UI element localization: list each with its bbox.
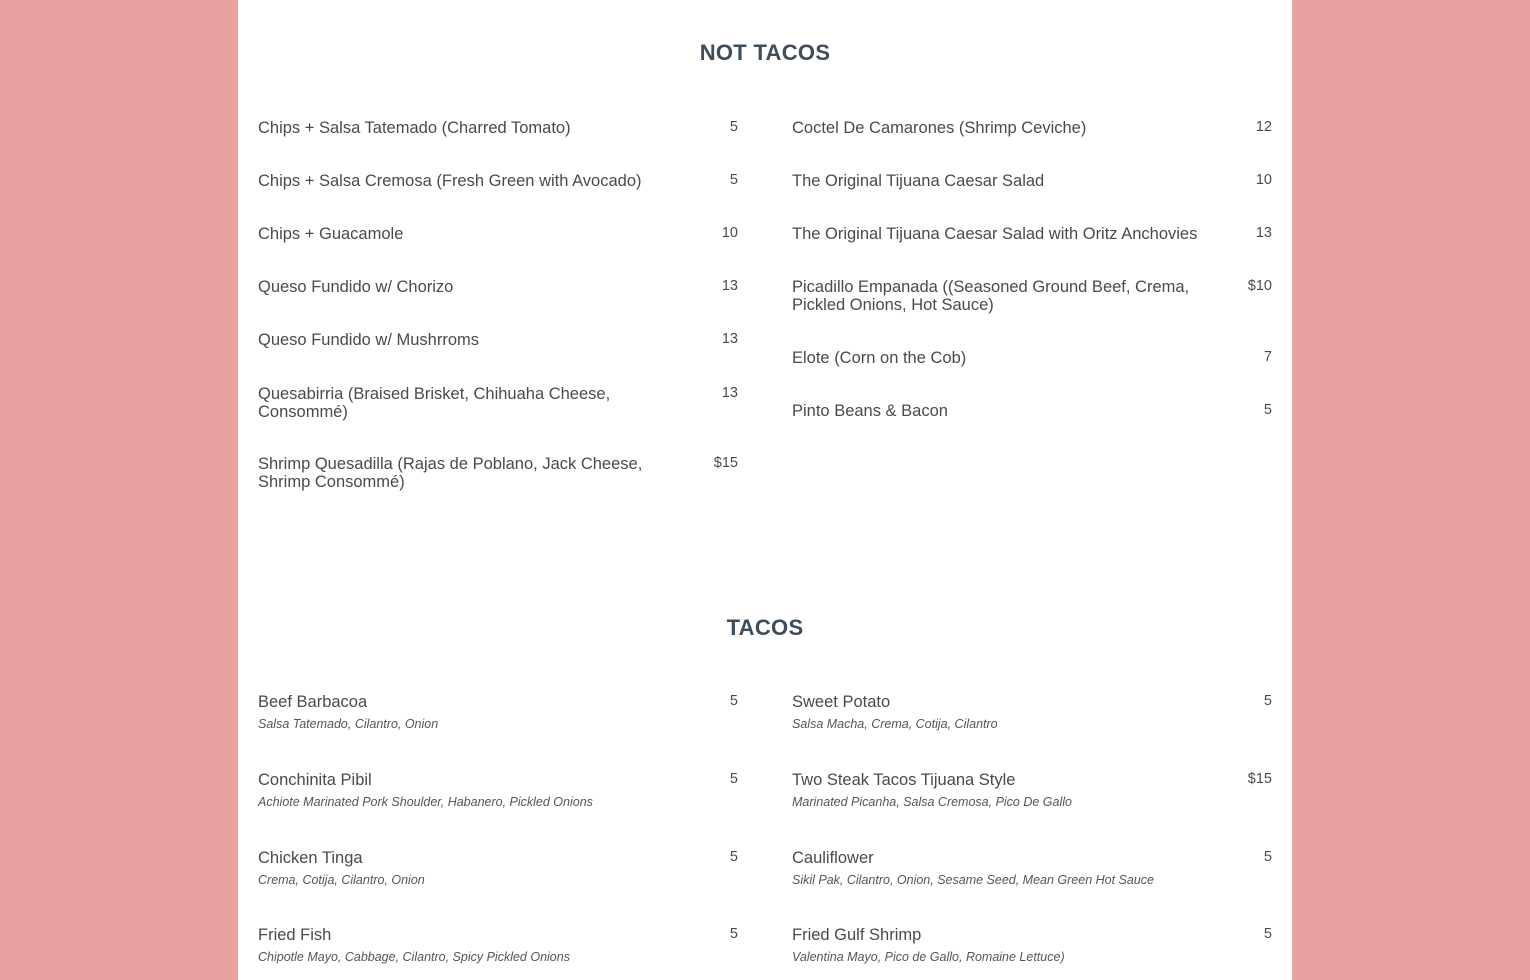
item-price: 5: [1263, 849, 1272, 865]
item-description: Crema, Cotija, Cilantro, Onion: [258, 873, 425, 887]
item-name: Fried Fish: [258, 926, 332, 944]
item-name: Pinto Beans & Bacon: [792, 402, 948, 420]
item-name: Chicken Tinga: [258, 849, 363, 867]
item-name: Fried Gulf Shrimp: [792, 926, 922, 944]
item-price: $15: [1247, 771, 1272, 787]
item-name: Cauliflower: [792, 849, 874, 867]
item-name: Chips + Salsa Cremosa (Fresh Green with Avocado): [258, 172, 642, 190]
item-price: 10: [721, 225, 738, 241]
item-name: Quesabirria (Braised Brisket, Chihuaha Cheese, Consommé): [258, 385, 611, 421]
item-price: 12: [1255, 119, 1272, 135]
item-price: $10: [1247, 278, 1272, 294]
item-name: Chips + Salsa Tatemado (Charred Tomato): [258, 119, 571, 137]
item-name: Chips + Guacamole: [258, 225, 404, 243]
item-description: Valentina Mayo, Pico de Gallo, Romaine Lettuce): [792, 950, 1065, 964]
item-price: 13: [1255, 225, 1272, 241]
item-description: Marinated Picanha, Salsa Cremosa, Pico De Gallo: [792, 795, 1072, 809]
item-description: Chipotle Mayo, Cabbage, Cilantro, Spicy Pickled Onions: [258, 950, 570, 964]
item-description: Achiote Marinated Pork Shoulder, Habanero, Pickled Onions: [258, 795, 593, 809]
item-name: The Original Tijuana Caesar Salad: [792, 172, 1045, 190]
item-price: 5: [729, 926, 738, 942]
item-name: Sweet Potato: [792, 693, 891, 711]
item-name: The Original Tijuana Caesar Salad with Oritz Anchovies: [792, 225, 1198, 243]
item-name: Queso Fundido w/ Mushrroms: [258, 331, 480, 349]
item-price: 5: [1263, 693, 1272, 709]
item-price: 13: [721, 385, 738, 401]
item-name: Elote (Corn on the Cob): [792, 349, 967, 367]
section-title-tacos: TACOS: [726, 615, 804, 640]
item-name: Picadillo Empanada ((Seasoned Ground Beef, Crema, Pickled Onions, Hot Sauce): [792, 278, 1190, 314]
item-description: Sikil Pak, Cilantro, Onion, Sesame Seed, Mean Green Hot Sauce: [792, 873, 1154, 887]
item-name: Conchinita Pibil: [258, 771, 372, 789]
item-name: Queso Fundido w/ Chorizo: [258, 278, 454, 296]
item-name: Coctel De Camarones (Shrimp Ceviche): [792, 119, 1087, 137]
item-price: 13: [721, 331, 738, 347]
item-price: 5: [729, 119, 738, 135]
item-price: 13: [721, 278, 738, 294]
item-description: Salsa Tatemado, Cilantro, Onion: [258, 717, 439, 731]
item-price: 5: [1263, 926, 1272, 942]
item-price: 7: [1263, 349, 1272, 365]
section-title-not-tacos: NOT TACOS: [699, 40, 831, 65]
item-price: 5: [729, 771, 738, 787]
menu-page: [238, 0, 1292, 980]
item-price: 5: [1263, 402, 1272, 418]
item-price: 5: [729, 849, 738, 865]
item-price: 5: [729, 172, 738, 188]
item-name: Two Steak Tacos Tijuana Style: [792, 771, 1016, 789]
item-price: 10: [1255, 172, 1272, 188]
item-price: 5: [729, 693, 738, 709]
item-description: Salsa Macha, Crema, Cotija, Cilantro: [792, 717, 998, 731]
item-name: Shrimp Quesadilla (Rajas de Poblano, Jack Cheese, Shrimp Consommé): [258, 455, 643, 491]
item-name: Beef Barbacoa: [258, 693, 368, 711]
item-price: $15: [713, 455, 738, 471]
